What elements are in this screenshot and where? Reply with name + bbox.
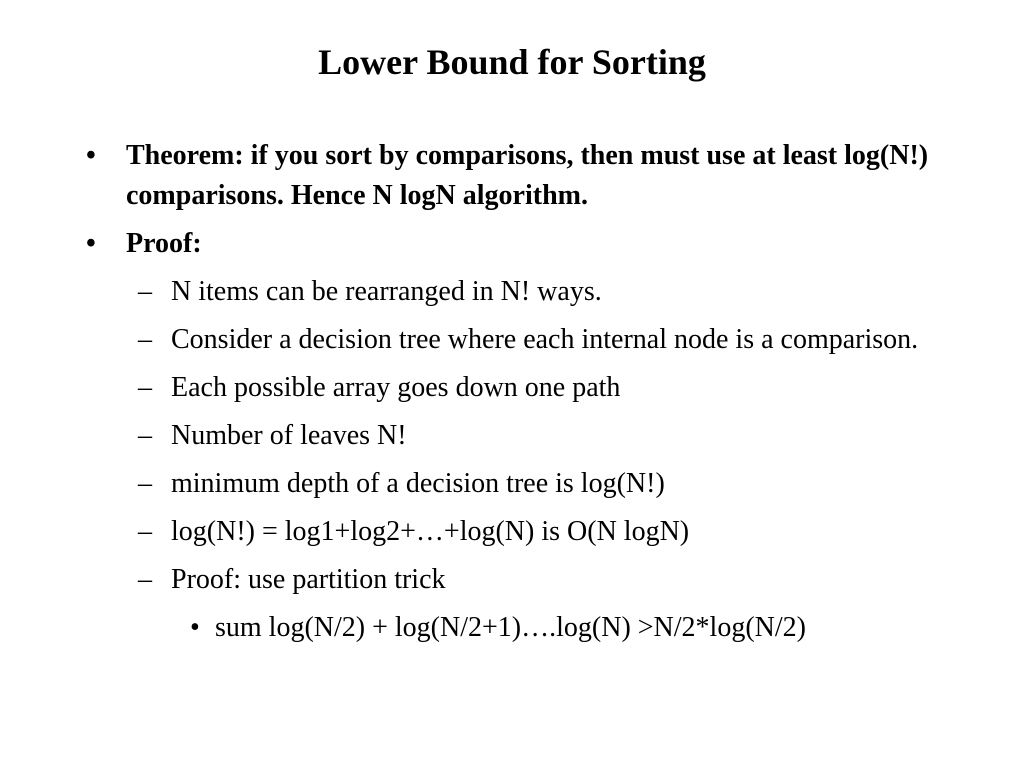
sub-bullet-text: Consider a decision tree where each internal node is a comparison. (171, 324, 919, 355)
dash-marker: – (138, 516, 152, 547)
bullet-text: Theorem: if you sort by comparisons, then must use at least log(N!) comparisons. Hence N logN algorithm. (126, 140, 929, 211)
sub-bullet (80, 320, 960, 360)
bullet-theorem (80, 136, 960, 216)
sub-sub-bullet (80, 608, 960, 648)
sub-sub-bullet-text: sum log(N/2) + log(N/2+1)….log(N) >N/2*log(N/2) (215, 612, 806, 643)
sub-bullet-text: Number of leaves N! (171, 420, 407, 451)
sub-bullet (80, 560, 960, 600)
bullet-text: Proof: (126, 228, 202, 259)
dash-marker: – (138, 276, 152, 307)
sub-bullet (80, 464, 960, 504)
sub-bullet (80, 512, 960, 552)
sub-bullet (80, 368, 960, 408)
dash-marker: – (138, 420, 152, 451)
sub-bullet-text: N items can be rearranged in N! ways. (171, 276, 602, 307)
sub-bullet-text: Each possible array goes down one path (171, 372, 621, 403)
bullet-marker: • (86, 140, 96, 171)
slide-title: Lower Bound for Sorting (318, 42, 706, 82)
sub-bullet (80, 272, 960, 312)
slide-body (80, 136, 960, 648)
dash-marker: – (138, 468, 152, 499)
bullet-marker: • (86, 228, 96, 259)
bullet-marker: • (190, 612, 200, 643)
sub-bullet (80, 416, 960, 456)
dash-marker: – (138, 564, 152, 595)
sub-bullet-text: log(N!) = log1+log2+…+log(N) is O(N logN) (171, 516, 690, 547)
dash-marker: – (138, 372, 152, 403)
sub-bullet-text: Proof: use partition trick (171, 564, 446, 595)
dash-marker: – (138, 324, 152, 355)
sub-bullet-text: minimum depth of a decision tree is log(N!) (171, 468, 665, 499)
bullet-proof (80, 224, 960, 264)
